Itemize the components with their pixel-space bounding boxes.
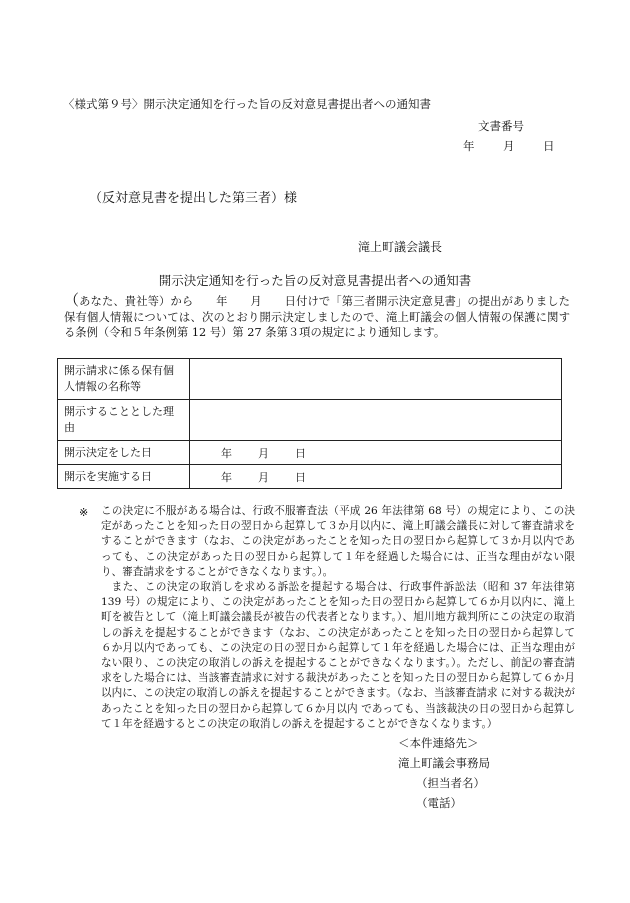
row-value	[190, 400, 562, 441]
issue-date	[463, 138, 555, 154]
date-month: 月	[258, 446, 269, 460]
sender: 滝上町議会議長	[358, 240, 443, 254]
date-year: 年	[221, 446, 232, 460]
row-label: 開示請求に係る保有個人情報の名称等	[58, 359, 190, 400]
body-open-paren: （	[64, 291, 80, 309]
contact-phone: （電話）	[416, 796, 462, 810]
notice-text	[101, 504, 575, 732]
table-row	[58, 441, 562, 465]
row-date	[190, 465, 562, 489]
date-year: 年	[221, 470, 232, 484]
notice-paragraph-1: この決定に不服がある場合は、行政不服審査法（平成 26 年法律第 68 号）の規定により、この決定があったことを知った日の翌日から起算して３か月以内に、滝上町議会議長に対して審査請求をすることができます（なお、この決定があったことを知った日の翌日から起算して３か月以内であっても、この決定があった日の翌日から起算して１年を経過した場合には、正当な理由がない限り、審査請求をすることができなくなります。）。	[101, 505, 575, 578]
date-year: 年	[463, 139, 475, 153]
row-label: 開示を実施する日	[58, 465, 190, 489]
body-paragraph	[64, 293, 570, 341]
info-table	[57, 358, 562, 489]
document-title: 開示決定通知を行った旨の反対意見書提出者への通知書	[158, 273, 472, 288]
contact-person: （担当者名）	[416, 776, 485, 790]
document-number-label: 文書番号	[478, 119, 524, 133]
date-month: 月	[503, 139, 515, 153]
table-row	[58, 465, 562, 489]
form-label: 〈様式第９号〉開示決定通知を行った旨の反対意見書提出者への通知書	[63, 97, 431, 111]
date-day: 日	[543, 139, 555, 153]
body-text: あなた、貴社等）から 年 月 日付けで「第三者開示決定意見書」の提出がありました保有個人情報については、次のとおり開示決定しましたので、滝上町議会の個人情報の保護に関する条例（令和５年条例第 12 号）第 27 条第３項の規定により通知します。	[64, 295, 570, 340]
date-day: 日	[295, 470, 306, 484]
row-value	[190, 359, 562, 400]
row-label: 開示することとした理由	[58, 400, 190, 441]
table-row	[58, 400, 562, 441]
row-label: 開示決定をした日	[58, 441, 190, 465]
notice-paragraph-2: また、この決定の取消しを求める訴訟を提起する場合は、行政事件訴訟法（昭和 37 年法律第 139 号）の規定により、この決定があったことを知った日の翌日から起算して６か月以内に、滝上町を被告として（滝上町議会議長が被告の代表者となります。）、旭川地方裁判所にこの決定の取消しの訴えを提起することができます（なお、この決定があったことを知った日の翌日から起算して６か月以内であっても、この決定の日の翌日から起算して１年を経過した場合には、正当な理由がない限り、この決定の取消しの訴えを提起することができなくなります。）。ただし、前記の審査請求をした場合には、当該審査請求に対する裁決があったことを知った日の翌日から起算して６か月以内に、この決定の取消しの訴えを提起することができます。（なお、当該審査請求 に対する裁決があったことを知った日の翌日から起算して６か月以内 であっても、当該裁決の日の翌日から起算して１年を経過するとこの決定の取消しの訴えを提起することができなくなります。）	[101, 581, 575, 730]
table-row	[58, 359, 562, 400]
date-month: 月	[258, 470, 269, 484]
contact-block	[398, 733, 490, 813]
addressee: （反対意見書を提出した第三者）様	[89, 191, 298, 206]
row-date	[190, 441, 562, 465]
contact-office: 滝上町議会事務局	[398, 756, 490, 770]
contact-heading: ＜本件連絡先＞	[398, 736, 479, 750]
notice-mark: ※	[79, 506, 89, 519]
date-day: 日	[295, 446, 306, 460]
